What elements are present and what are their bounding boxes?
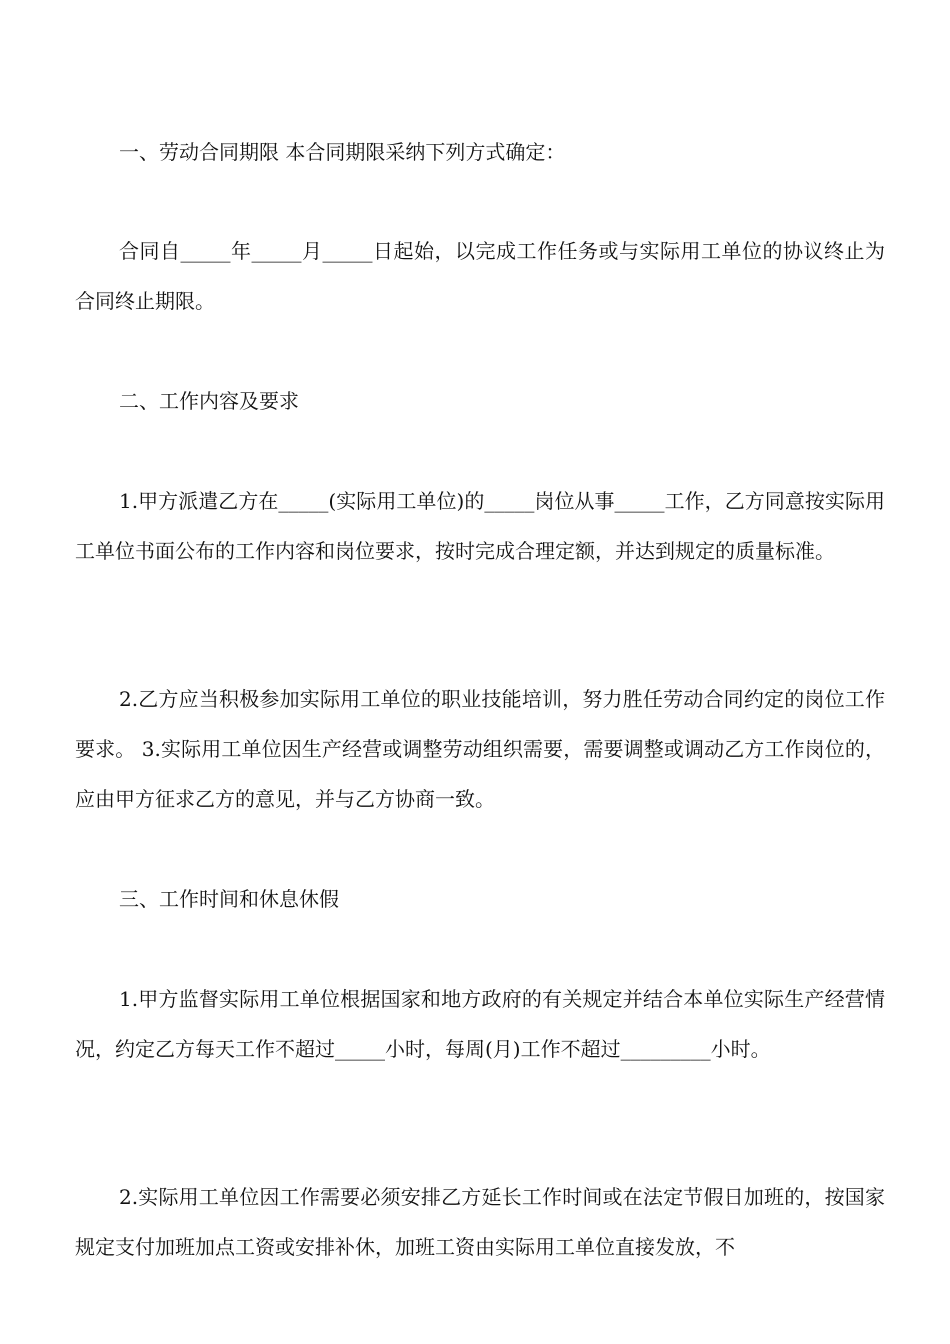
section-2-heading: 二、工作内容及要求 — [119, 389, 299, 413]
work-content-item-1: 1.甲方派遣乙方在_____(实际用工单位)的_____岗位从事_____工作，乙方同意按实际用工单位书面公布的工作内容和岗位要求，按时完成合理定额，并达到规定的质量标准。 — [75, 489, 885, 563]
work-time-item-1: 1.甲方监督实际用工单位根据国家和地方政府的有关规定并结合本单位实际生产经营情况，约定乙方每天工作不超过_____小时，每周(月)工作不超过_________小时。 — [75, 987, 885, 1061]
work-content-item-2: 2.乙方应当积极参加实际用工单位的职业技能培训，努力胜任劳动合同约定的岗位工作要求。 3.实际用工单位因生产经营或调整劳动组织需要，需要调整或调动乙方工作岗位的，应由甲方征求乙方的意见，并与乙方协商一致。 — [75, 687, 885, 811]
section-3-heading: 三、工作时间和休息休假 — [119, 887, 339, 911]
section-1-heading: 一、劳动合同期限 本合同期限采纳下列方式确定： — [119, 140, 566, 164]
contract-term-paragraph: 合同自_____年_____月_____日起始，以完成工作任务或与实际用工单位的协议终止为合同终止期限。 — [75, 239, 885, 313]
work-time-item-2: 2.实际用工单位因工作需要必须安排乙方延长工作时间或在法定节假日加班的，按国家规定支付加班加点工资或安排补休，加班工资由实际用工单位直接发放，不 — [75, 1185, 885, 1259]
